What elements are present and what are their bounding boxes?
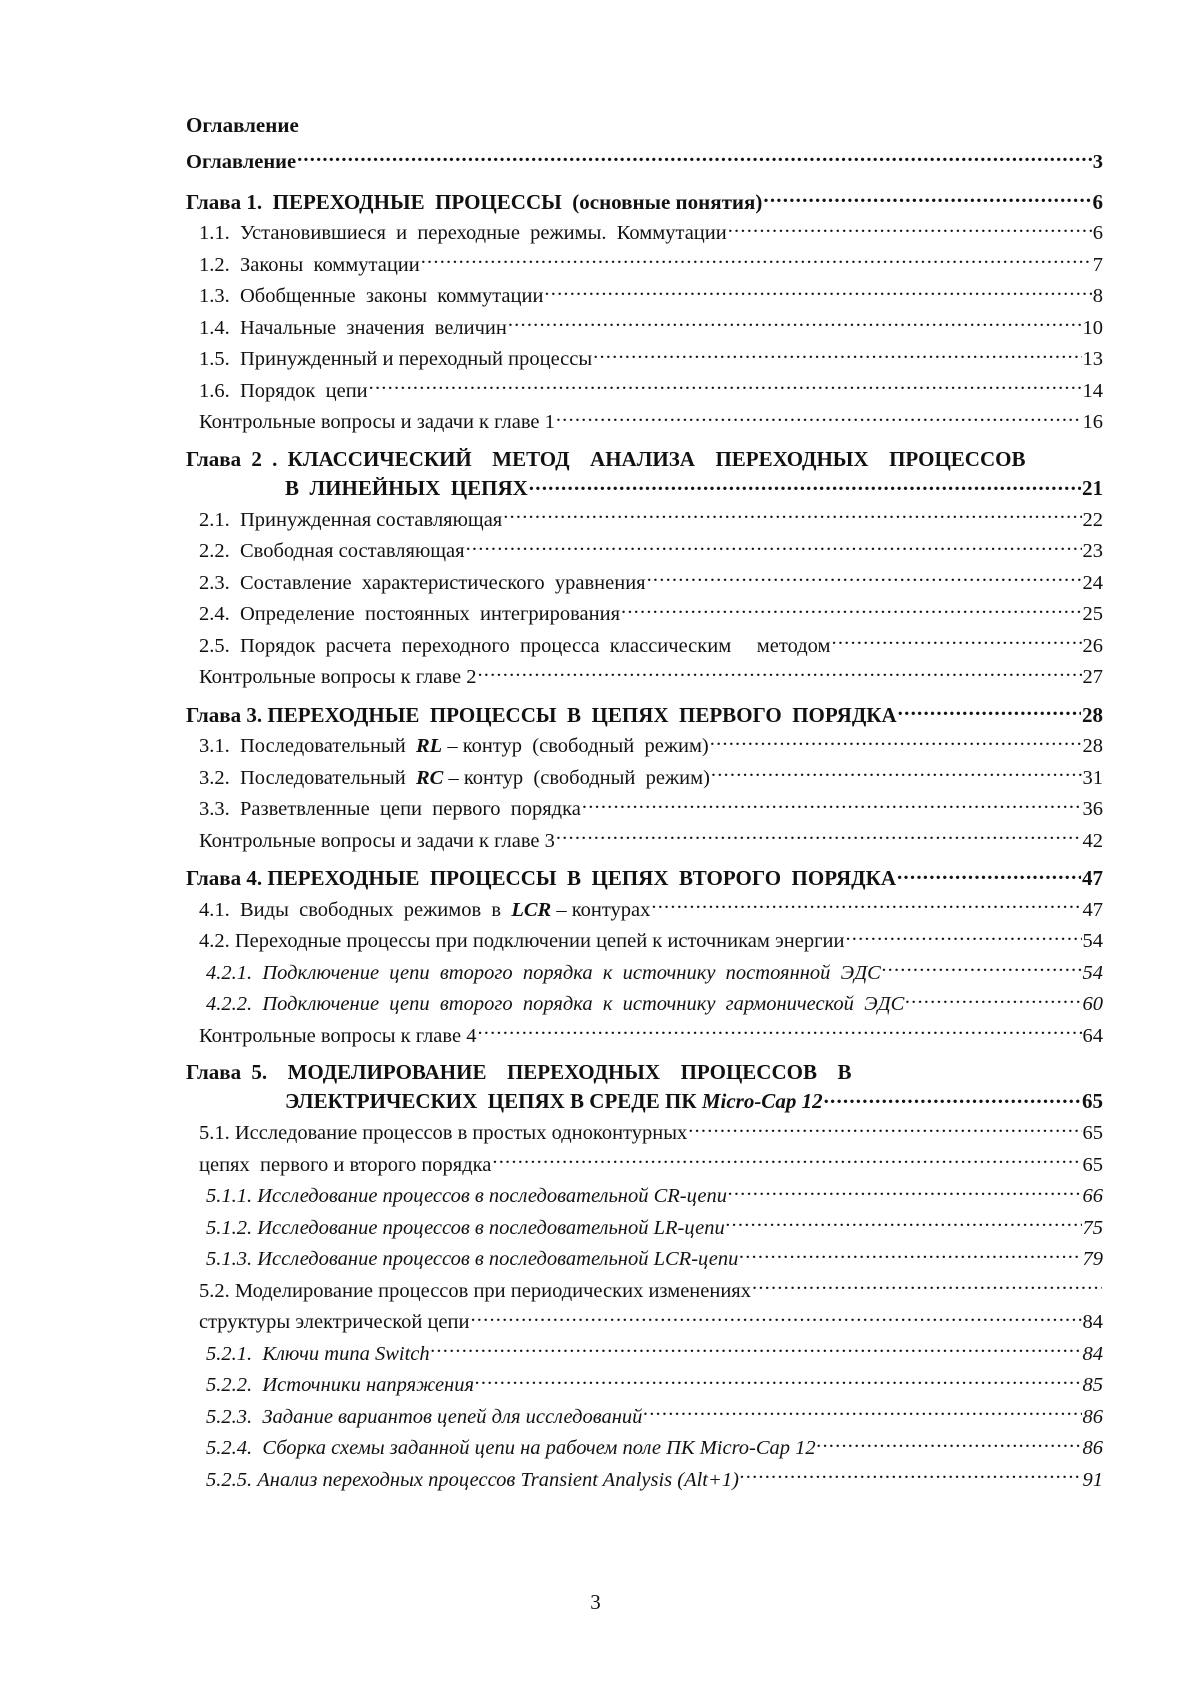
circuit-type-label: RL — [415, 735, 443, 757]
toc-entry-title: структуры электрической цепи — [199, 1311, 470, 1333]
toc-entry-title: цепях первого и второго порядка — [199, 1153, 492, 1176]
dot-leader — [421, 250, 1092, 271]
dot-leader — [647, 568, 1082, 589]
toc-chapter-3[interactable] — [186, 700, 1103, 732]
circuit-type-label: LCR — [511, 898, 552, 921]
toc-entry-page: 7 — [1092, 253, 1103, 276]
toc-entry-page: 10 — [1082, 316, 1103, 339]
table-of-contents — [186, 111, 1103, 1496]
toc-entry-title: 5.2.4. Сборка схемы заданной цепи на рабочем поле ПК Micro-Cap 12 — [206, 1437, 816, 1459]
dot-leader — [369, 376, 1082, 397]
toc-section-2-5[interactable] — [186, 631, 1103, 663]
toc-chapter-title: В ЛИНЕЙНЫХ ЦЕПЯХ — [285, 475, 528, 500]
toc-entry-page: 54 — [1082, 930, 1103, 952]
toc-chapter-4[interactable] — [186, 863, 1103, 895]
dot-leader — [728, 1182, 1082, 1203]
toc-chapter-title-line2 — [186, 1087, 1103, 1118]
toc-chapter-title: Глава 3. ПЕРЕХОДНЫЕ ПРОЦЕССЫ В ЦЕПЯХ ПЕРВОГО ПОРЯДКА — [186, 702, 897, 727]
toc-entry-title: Контрольные вопросы и задачи к главе 1 — [199, 411, 555, 433]
toc-entry-title: 5.2.1. Ключи типа Switch — [206, 1342, 430, 1365]
title-prefix: 3.2. Последовательный — [199, 766, 416, 789]
toc-entry-title: Контрольные вопросы и задачи к главе 3 — [199, 829, 555, 852]
dot-leader — [475, 1371, 1082, 1392]
toc-entry-page: 84 — [1082, 1342, 1103, 1365]
toc-entry-page: 13 — [1082, 348, 1103, 370]
toc-entry-page: 64 — [1082, 1024, 1103, 1047]
dot-leader — [492, 1150, 1081, 1171]
toc-subsection-5-1-3[interactable] — [186, 1244, 1103, 1276]
toc-entry-page: 26 — [1082, 634, 1103, 657]
toc-entry-page: 16 — [1082, 411, 1103, 433]
toc-section-3-2[interactable] — [186, 763, 1103, 795]
toc-entry-page: 65 — [1082, 1153, 1103, 1176]
toc-subsection-5-2-3[interactable] — [186, 1402, 1103, 1434]
title-suffix: – контур (свободный режим) — [443, 766, 710, 789]
toc-entry-page: 23 — [1082, 540, 1103, 562]
toc-entry-title — [199, 895, 650, 927]
toc-entry-title: 5.1.1. Исследование процессов в последовательной CR-цепи — [206, 1185, 727, 1207]
toc-entry-title: 5.2.5. Анализ переходных процессов Transient Analysis (Alt+1) — [206, 1468, 739, 1491]
toc-chapter-title — [285, 1087, 823, 1116]
toc-entry-title: 2.3. Составление характеристического уравнения — [199, 571, 646, 594]
dot-leader — [740, 1465, 1082, 1486]
toc-entry-title: 4.2.2. Подключение цепи второго порядка к источнику гармонической ЭДС — [206, 993, 905, 1015]
toc-entry-page: 42 — [1082, 829, 1103, 852]
toc-section-4-2[interactable] — [186, 926, 1103, 958]
toc-subsection-4-2-2[interactable] — [186, 989, 1103, 1021]
dot-leader — [882, 958, 1082, 979]
software-name: Micro-Cap 12 — [701, 1089, 823, 1113]
dot-leader — [508, 313, 1082, 334]
toc-chapter-title: Глава 1. ПЕРЕХОДНЫЕ ПРОЦЕССЫ (основные понятия) — [186, 189, 763, 214]
toc-entry-page: 75 — [1082, 1216, 1103, 1239]
toc-entry-title: 2.2. Свободная составляющая — [199, 540, 465, 562]
page-number: 3 — [590, 1590, 601, 1614]
toc-section-1-4[interactable] — [186, 313, 1103, 345]
dot-leader — [544, 282, 1091, 303]
toc-subsection-5-1-2[interactable] — [186, 1213, 1103, 1245]
toc-entry-page: 24 — [1082, 571, 1103, 594]
dot-leader — [470, 1308, 1081, 1329]
dot-leader — [466, 537, 1082, 558]
toc-entry-page: 3 — [1092, 151, 1103, 173]
toc-chapter-page: 28 — [1082, 702, 1103, 727]
dot-leader — [503, 505, 1081, 526]
toc-subsection-4-2-1[interactable] — [186, 958, 1103, 990]
toc-section-5-2[interactable] — [186, 1276, 1103, 1308]
dot-leader — [728, 219, 1092, 240]
toc-chapter-title-line2 — [186, 474, 1103, 505]
dot-leader — [898, 701, 1081, 722]
toc-entry-page: 27 — [1082, 666, 1103, 688]
toc-section-1-1[interactable] — [186, 218, 1103, 250]
title-prefix: ЭЛЕКТРИЧЕСКИХ ЦЕПЯХ В СРЕДЕ ПК — [285, 1089, 702, 1113]
toc-chapter-title: Глава 4. ПЕРЕХОДНЫЕ ПРОЦЕССЫ В ЦЕПЯХ ВТОРОГО ПОРЯДКА — [186, 866, 896, 890]
toc-questions-3[interactable] — [186, 826, 1103, 858]
toc-entry-title: 1.2. Законы коммутации — [199, 253, 420, 276]
toc-entry-page: 28 — [1082, 735, 1103, 757]
title-prefix: 4.1. Виды свободных режимов в — [199, 898, 512, 921]
toc-entry-page: 86 — [1082, 1437, 1103, 1459]
dot-leader — [739, 1245, 1081, 1266]
toc-section-2-3[interactable] — [186, 568, 1103, 600]
toc-section-5-2-cont[interactable] — [186, 1307, 1103, 1339]
dot-leader — [477, 1021, 1081, 1042]
dot-leader — [643, 1402, 1081, 1423]
toc-entry-page: 47 — [1082, 898, 1103, 921]
dot-leader — [688, 1119, 1081, 1140]
dot-leader — [817, 1434, 1082, 1455]
toc-entry-page: 85 — [1082, 1374, 1103, 1396]
toc-entry-title: 1.1. Установившиеся и переходные режимы. Коммутации — [199, 222, 727, 244]
toc-section-5-1-cont[interactable] — [186, 1150, 1103, 1182]
toc-entry-title: 1.5. Принужденный и переходный процессы — [199, 348, 593, 370]
toc-subsection-5-2-5[interactable] — [186, 1465, 1103, 1497]
toc-entry-title: 1.3. Обобщенные законы коммутации — [199, 285, 544, 307]
dot-leader — [824, 1087, 1081, 1108]
title-prefix: 3.1. Последовательный — [199, 735, 416, 757]
circuit-type-label: RC — [415, 766, 444, 789]
title-suffix: – контур (свободный режим) — [442, 735, 709, 757]
toc-entry-title: 1.4. Начальные значения величин — [199, 316, 507, 339]
toc-chapter-page: 47 — [1082, 866, 1103, 890]
toc-subsection-5-2-4[interactable] — [186, 1433, 1103, 1465]
toc-entry-page: 25 — [1082, 603, 1103, 625]
toc-chapter-page: 65 — [1082, 1089, 1103, 1113]
toc-subsection-5-1-1[interactable] — [186, 1181, 1103, 1213]
toc-entry-title: 4.2. Переходные процессы при подключении цепей к источникам энергии — [199, 930, 845, 952]
dot-leader — [897, 864, 1081, 885]
toc-section-4-1[interactable] — [186, 895, 1103, 927]
toc-entry-title: 3.3. Разветвленные цепи первого порядка — [199, 798, 581, 820]
toc-entry-title — [199, 763, 710, 795]
dot-leader — [529, 474, 1081, 495]
toc-chapter-page: 21 — [1082, 475, 1103, 500]
toc-entry-page: 36 — [1082, 798, 1103, 820]
dot-leader — [752, 1276, 1102, 1297]
toc-entry-title: Контрольные вопросы к главе 2 — [199, 666, 477, 688]
dot-leader — [651, 895, 1081, 916]
toc-entry-page: 8 — [1092, 285, 1103, 307]
toc-entry-title: 1.6. Порядок цепи — [199, 379, 368, 402]
toc-chapter-title-line1: Глава 2 . КЛАССИЧЕСКИЙ МЕТОД АНАЛИЗА ПЕРЕХОДНЫХ ПРОЦЕССОВ — [186, 446, 1026, 471]
toc-questions-4[interactable] — [186, 1021, 1103, 1053]
toc-chapter-1[interactable] — [186, 187, 1103, 219]
toc-entry-title: 5.2.2. Источники напряжения — [206, 1374, 474, 1396]
toc-section-3-3[interactable] — [186, 794, 1103, 826]
toc-section-1-2[interactable] — [186, 250, 1103, 282]
toc-entry-title: 5.2. Моделирование процессов при периодических изменениях — [199, 1279, 751, 1302]
dot-leader — [297, 148, 1092, 169]
toc-chapter-2[interactable] — [186, 445, 1103, 505]
dot-leader — [711, 763, 1082, 784]
toc-section-5-1[interactable] — [186, 1118, 1103, 1150]
toc-entry-contents[interactable] — [186, 147, 1103, 179]
title-suffix: – контурах — [551, 898, 651, 921]
toc-subsection-5-2-2[interactable] — [186, 1370, 1103, 1402]
dot-leader — [905, 990, 1081, 1011]
toc-section-1-3[interactable] — [186, 281, 1103, 313]
dot-leader — [621, 600, 1081, 621]
dot-leader — [556, 408, 1082, 429]
toc-entry-page: 6 — [1092, 222, 1103, 244]
toc-entry-title: 2.5. Порядок расчета переходного процесса классическим методом — [199, 634, 831, 657]
dot-leader — [431, 1339, 1082, 1360]
toc-entry-page: 14 — [1082, 379, 1103, 402]
dot-leader — [710, 732, 1082, 753]
toc-entry-page: 79 — [1082, 1248, 1103, 1270]
toc-entry-page: 65 — [1082, 1122, 1103, 1144]
dot-leader — [593, 345, 1081, 366]
toc-entry-page: 86 — [1082, 1405, 1103, 1428]
toc-section-2-1[interactable] — [186, 505, 1103, 537]
toc-entry-title: 2.1. Принужденная составляющая — [199, 508, 503, 531]
toc-entry-title: 5.1.2. Исследование процессов в последовательной LR-цепи — [206, 1216, 725, 1239]
toc-entry-page: 22 — [1082, 508, 1103, 531]
dot-leader — [582, 795, 1082, 816]
dot-leader — [832, 631, 1082, 652]
toc-entry-title: 4.2.1. Подключение цепи второго порядка к источнику постоянной ЭДС — [206, 961, 881, 984]
toc-entry-title: 2.4. Определение постоянных интегрирования — [199, 603, 621, 625]
dot-leader — [726, 1213, 1082, 1234]
toc-chapter-5[interactable] — [186, 1058, 1103, 1118]
toc-entry-page: 31 — [1082, 766, 1103, 789]
toc-entry-title — [199, 731, 709, 763]
toc-entry-page: 84 — [1082, 1311, 1103, 1333]
toc-section-1-6[interactable] — [186, 376, 1103, 408]
toc-chapter-title-line1: Глава 5. МОДЕЛИРОВАНИЕ ПЕРЕХОДНЫХ ПРОЦЕССОВ В — [186, 1060, 852, 1084]
dot-leader — [763, 188, 1091, 209]
toc-section-2-4[interactable] — [186, 599, 1103, 631]
toc-entry-title: 5.2.3. Задание вариантов цепей для исследований — [206, 1405, 643, 1428]
toc-entry-page: 54 — [1082, 961, 1103, 984]
toc-entry-title: Контрольные вопросы к главе 4 — [199, 1024, 477, 1047]
toc-section-2-2[interactable] — [186, 536, 1103, 568]
toc-entry-page: 91 — [1082, 1468, 1103, 1491]
toc-entry-page: 66 — [1082, 1185, 1103, 1207]
toc-entry-title: 5.1.3. Исследование процессов в последовательной LCR-цепи — [206, 1248, 739, 1270]
toc-questions-1[interactable] — [186, 407, 1103, 439]
dot-leader — [845, 927, 1081, 948]
toc-subsection-5-2-1[interactable] — [186, 1339, 1103, 1371]
dot-leader — [477, 663, 1081, 684]
toc-section-1-5[interactable] — [186, 344, 1103, 376]
toc-chapter-page: 6 — [1092, 189, 1103, 214]
toc-heading: Оглавление — [186, 113, 299, 137]
toc-section-3-1[interactable] — [186, 731, 1103, 763]
toc-entry-title: 5.1. Исследование процессов в простых одноконтурных — [199, 1122, 688, 1144]
toc-questions-2[interactable] — [186, 662, 1103, 694]
toc-entry-page: 60 — [1082, 993, 1103, 1015]
toc-entry-title: Оглавление — [186, 151, 297, 173]
dot-leader — [556, 826, 1082, 847]
